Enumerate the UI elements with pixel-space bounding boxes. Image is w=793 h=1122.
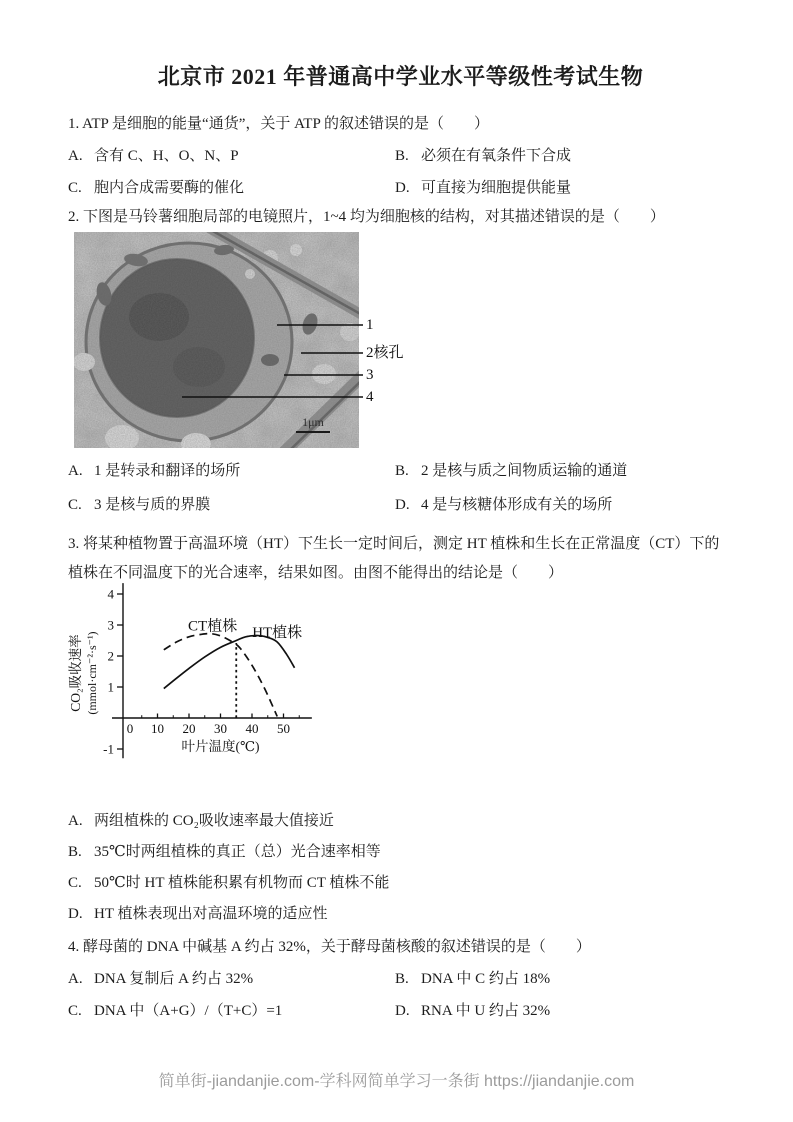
figure-label-1: 1: [366, 317, 374, 333]
q2-option-a-text: 1 是转录和翻译的场所: [94, 463, 241, 479]
q1-option-d: [395, 177, 733, 199]
question-1: [68, 113, 733, 199]
q3-option-b-text: 35℃时两组植株的真正（总）光合速率相等: [94, 844, 381, 860]
q3-option-d-label: D.: [68, 906, 83, 922]
q2-stem: 2. 下图是马铃薯细胞局部的电镜照片，1~4 均为细胞核的结构，对其描述错误的是（ ）: [68, 209, 665, 225]
q2-option-d: [395, 494, 733, 516]
q2-option-b: [395, 460, 733, 482]
q3-option-b: [68, 841, 733, 863]
q2-option-b-label: B.: [395, 463, 409, 479]
series-label-CT植株: CT植株: [188, 618, 238, 635]
x-tick-label: 40: [245, 721, 259, 736]
y-axis-title: CO₂吸收速率: [68, 634, 83, 712]
scale-bar: 1μm: [296, 415, 330, 433]
q4-option-b-label: B.: [395, 971, 409, 987]
figure-label-3: 3: [366, 367, 374, 383]
watermark-footer: 简单街-jiandanjie.com-学科网简单学习一条街 https://jiandanjie.com: [158, 1073, 635, 1090]
q4-option-d-label: D.: [395, 1003, 410, 1019]
y-tick-label: 3: [107, 617, 114, 633]
question-3: [68, 530, 733, 925]
y-axis-units: (mmol·cm⁻²·s⁻¹): [85, 631, 99, 715]
q4-options: [68, 958, 733, 1022]
q2-option-c-text: 3 是核与质的界膜: [94, 497, 211, 513]
q3-options: [68, 810, 733, 925]
q1-option-c-label: C.: [68, 180, 82, 196]
x-axis-title: 叶片温度(℃): [181, 739, 260, 754]
q1-option-b: [395, 145, 733, 167]
q4-option-a-text: DNA 复制后 A 约占 32%: [94, 971, 254, 987]
q3-option-b-label: B.: [68, 844, 82, 860]
q1-stem: 1. ATP 是细胞的能量“通货”，关于 ATP 的叙述错误的是（ ）: [68, 116, 489, 132]
q4-option-c-label: C.: [68, 1003, 82, 1019]
q2-options: [68, 448, 733, 516]
q2-option-a: [68, 460, 395, 482]
q2-option-d-text: 4 是与核糖体形成有关的场所: [421, 497, 613, 513]
y-tick-label: 4: [107, 586, 114, 602]
q4-stem: 4. 酵母菌的 DNA 中碱基 A 约占 32%，关于酵母菌核酸的叙述错误的是（ ）: [68, 939, 591, 955]
q2-option-c-label: C.: [68, 497, 82, 513]
x-tick-label: 0: [126, 721, 134, 736]
page-title: 北京市 2021 年普通高中学业水平等级性考试生物: [157, 64, 644, 89]
q1-options: [68, 135, 733, 199]
q4-option-b-text: DNA 中 C 约占 18%: [421, 971, 551, 987]
q3-option-d: [68, 903, 733, 925]
question-2: [68, 206, 733, 516]
q4-option-a-label: A.: [68, 971, 83, 987]
figure-label-2-nuclear-pore: 2核孔: [366, 345, 404, 361]
q2-option-a-label: A.: [68, 463, 83, 479]
series-curve-HT植株: [164, 636, 295, 689]
q2-option-d-label: D.: [395, 497, 410, 513]
y-tick-label: -1: [103, 741, 114, 757]
q1-option-b-label: B.: [395, 148, 409, 164]
q4-option-d: [395, 1000, 733, 1022]
q1-option-b-text: 必须在有氧条件下合成: [421, 148, 572, 164]
x-tick-label: 20: [182, 721, 196, 736]
q2-electron-micrograph-figure: [74, 232, 424, 448]
q3-option-d-text: HT 植株表现出对高温环境的适应性: [94, 906, 328, 922]
q3-option-a-label: A.: [68, 813, 83, 829]
q1-option-a-text: 含有 C、H、O、N、P: [94, 148, 239, 164]
series-label-HT植株: HT植株: [252, 624, 303, 641]
q4-option-b: [395, 968, 733, 990]
q1-option-d-label: D.: [395, 180, 410, 196]
q4-option-d-text: RNA 中 U 约占 32%: [421, 1003, 551, 1019]
q4-option-c-text: DNA 中（A+G）/（T+C）=1: [94, 1003, 283, 1019]
q1-option-d-text: 可直接为细胞提供能量: [421, 180, 572, 196]
x-tick-label: 50: [277, 721, 290, 736]
figure-label-4: 4: [366, 389, 374, 405]
q1-option-a-label: A.: [68, 148, 83, 164]
q1-option-c-text: 胞内合成需要酶的催化: [94, 180, 245, 196]
q2-option-c: [68, 494, 395, 516]
q3-option-c: [68, 872, 733, 894]
photosynthesis-rate-chart: [68, 582, 408, 772]
q3-stem: 3. 将某种植物置于高温环境（HT）下生长一定时间后，测定 HT 植株和生长在正常温度（CT）下的植株在不同温度下的光合速率，结果如图。由图不能得出的结论是（ ）: [68, 536, 720, 581]
q4-option-a: [68, 968, 395, 990]
y-tick-label: 2: [107, 648, 114, 664]
q3-option-c-text: 50℃时 HT 植株能积累有机物而 CT 植株不能: [94, 875, 390, 891]
q1-option-a: [68, 145, 395, 167]
q4-option-c: [68, 1000, 395, 1022]
q3-option-a-text: 两组植株的 CO₂吸收速率最大值接近: [94, 813, 334, 829]
question-4: [68, 936, 733, 1022]
q3-option-a: [68, 810, 733, 832]
x-tick-label: 10: [151, 721, 164, 736]
x-tick-label: 30: [214, 721, 227, 736]
y-tick-label: 1: [107, 679, 114, 695]
q1-option-c: [68, 177, 395, 199]
q2-option-b-text: 2 是核与质之间物质运输的通道: [421, 463, 628, 479]
q3-option-c-label: C.: [68, 875, 82, 891]
